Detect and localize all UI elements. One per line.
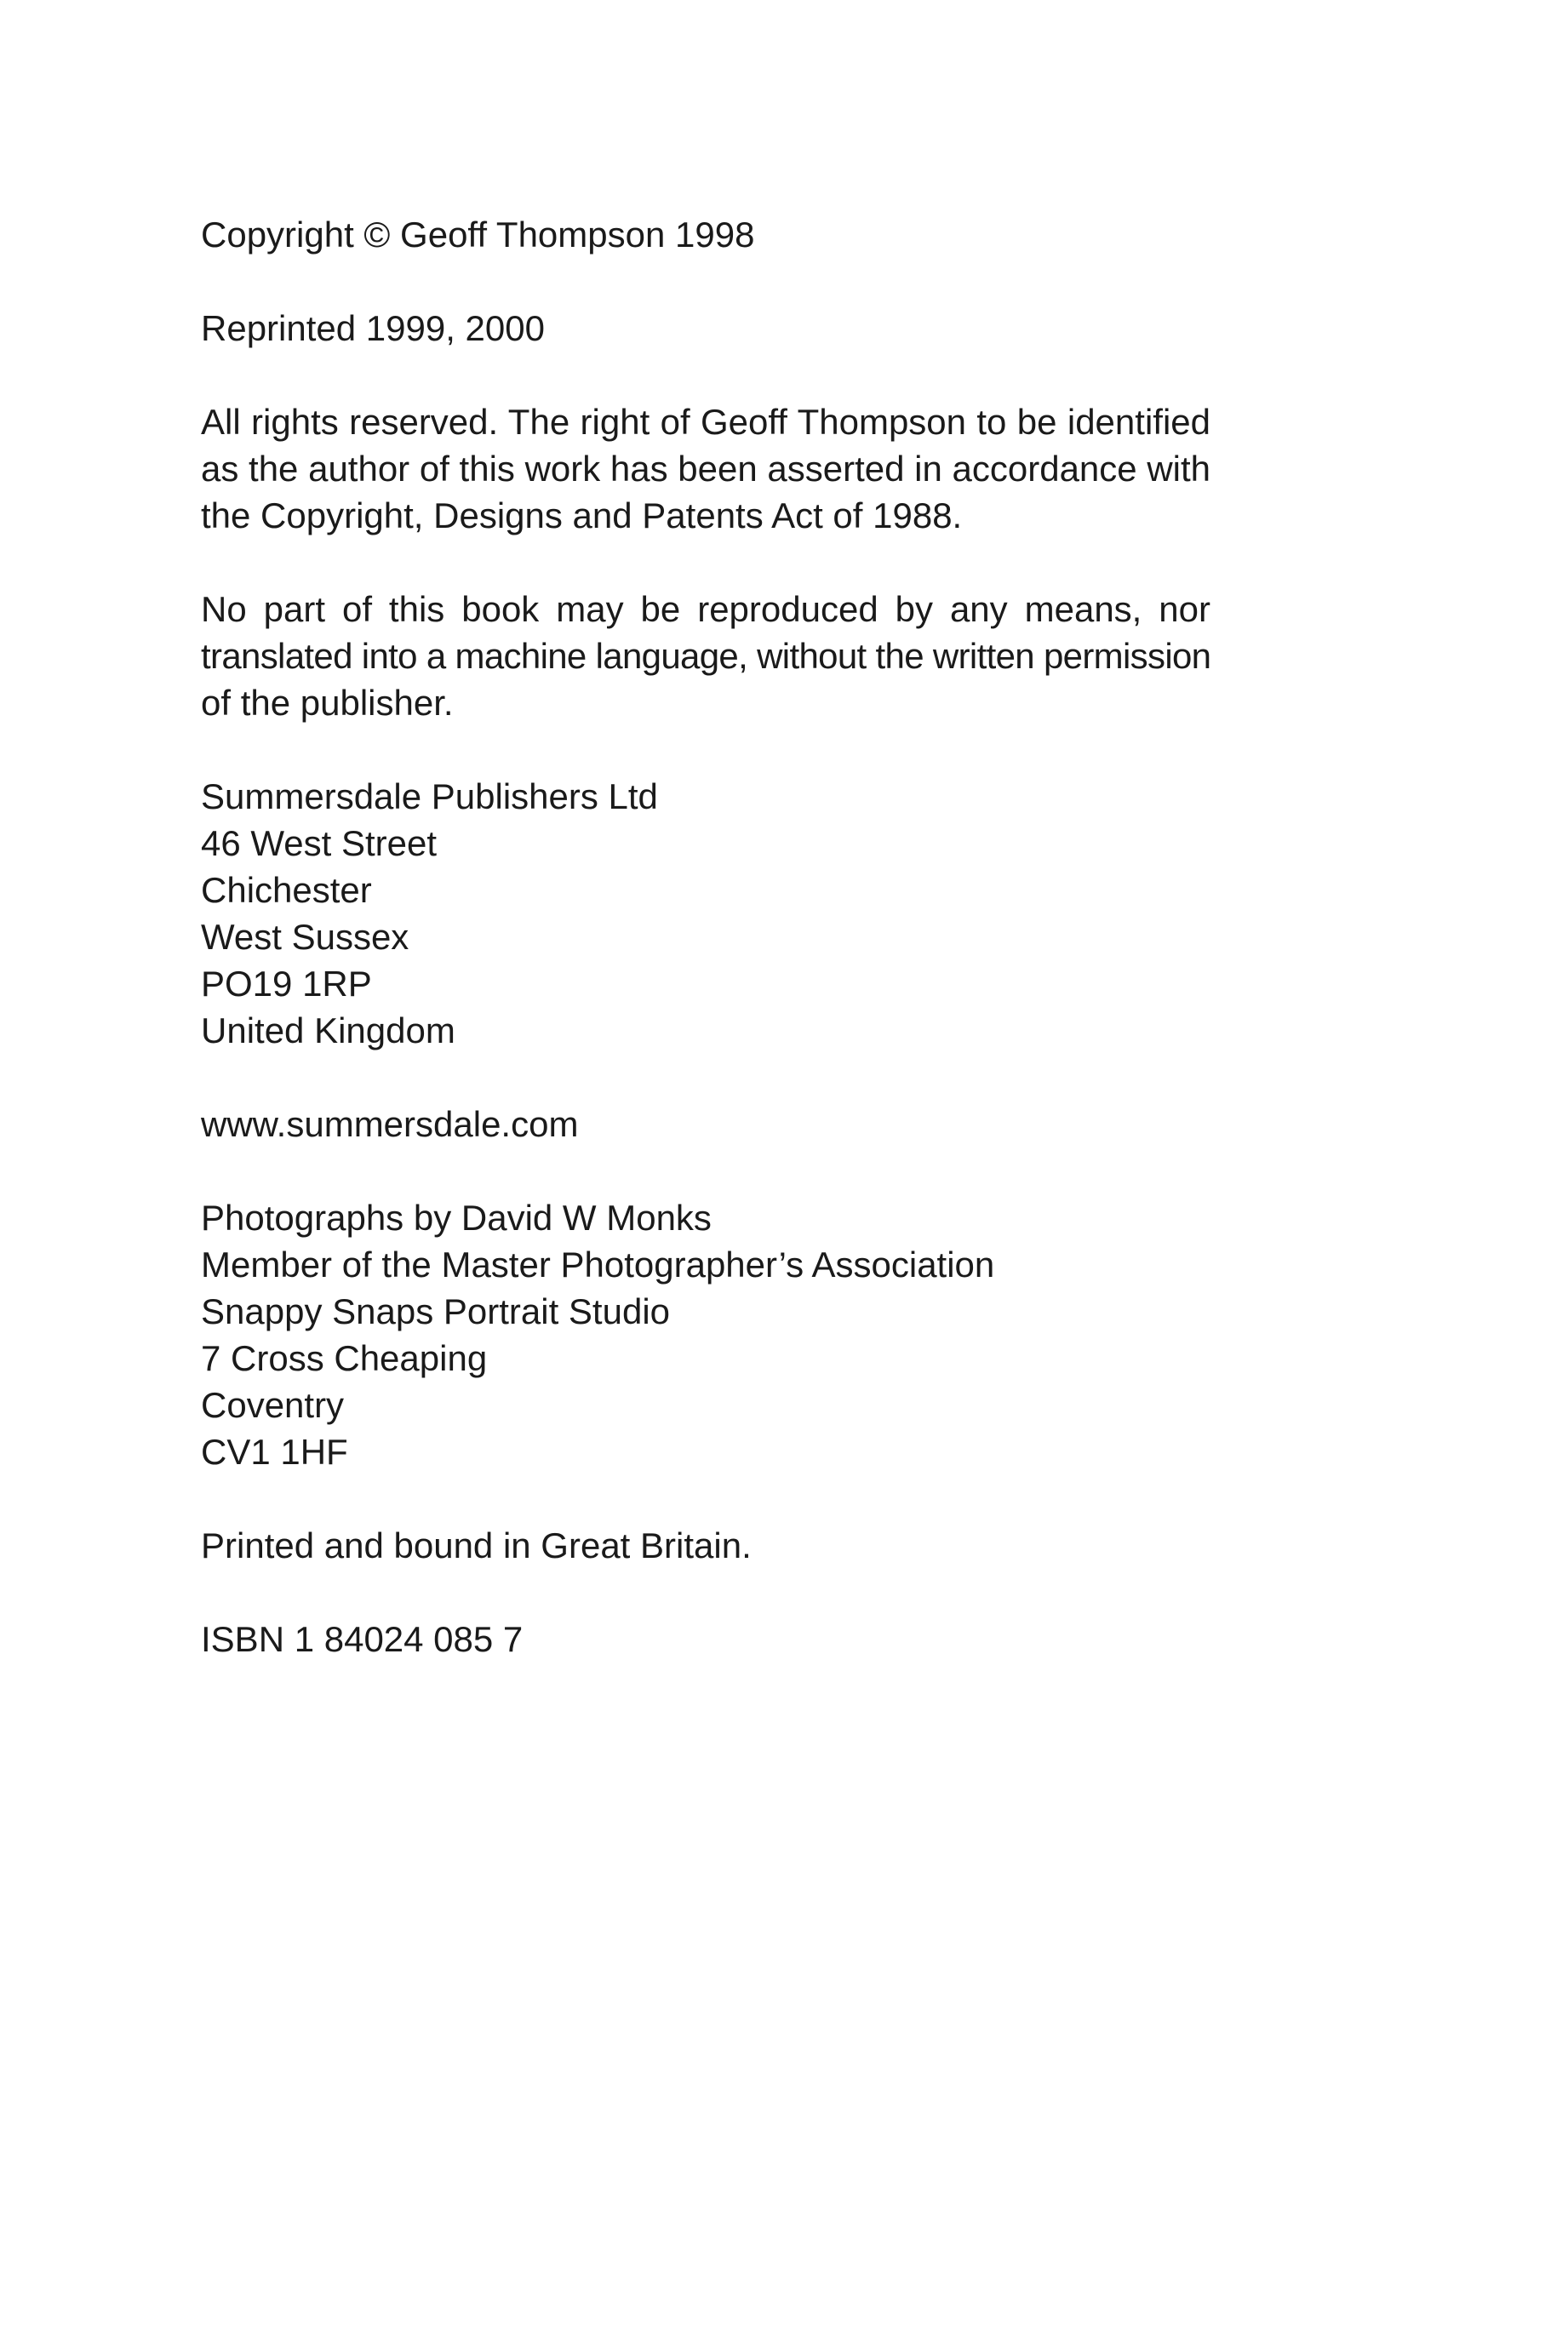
publisher-country: United Kingdom [201,1010,455,1050]
rights-line: as the author of this work has been asserted in accordance with [201,449,1211,489]
publisher-county: West Sussex [201,917,409,957]
reproduction-line: No part of this book may be reproduced by any means, nor [201,589,1210,629]
printing-notice [201,1522,1210,1569]
copyright-line: Copyright © Geoff Thompson 1998 [201,215,755,255]
publisher-address [201,773,1210,1054]
website-url: www.summersdale.com [201,1104,579,1144]
reprint-notice [201,305,1210,352]
copyright-notice [201,211,1210,258]
studio-name: Snappy Snaps Portrait Studio [201,1291,671,1331]
reproduction-line: translated into a machine language, without the written permission [201,636,1211,676]
publisher-name: Summersdale Publishers Ltd [201,776,658,816]
publisher-street: 46 West Street [201,823,438,863]
reprinted-line: Reprinted 1999, 2000 [201,308,545,348]
photographer-line: Photographs by David W Monks [201,1198,712,1238]
publisher-city: Chichester [201,870,372,910]
website-block [201,1101,1210,1147]
rights-line: All rights reserved. The right of Geoff Thompson to be identified [201,402,1210,442]
association-line: Member of the Master Photographer’s Association [201,1245,995,1285]
rights-line: the Copyright, Designs and Patents Act of 1988. [201,495,963,535]
studio-city: Coventry [201,1385,345,1425]
reproduction-line: of the publisher. [201,683,454,723]
publisher-postcode: PO19 1RP [201,964,372,1004]
reproduction-paragraph [201,586,1210,726]
studio-postcode: CV1 1HF [201,1432,348,1472]
printed-line: Printed and bound in Great Britain. [201,1525,752,1565]
copyright-page [201,211,1210,1709]
studio-street: 7 Cross Cheaping [201,1338,488,1378]
rights-paragraph [201,398,1210,539]
isbn-number: ISBN 1 84024 085 7 [201,1619,524,1659]
photographs-credit [201,1194,1210,1475]
isbn-block [201,1616,1210,1662]
